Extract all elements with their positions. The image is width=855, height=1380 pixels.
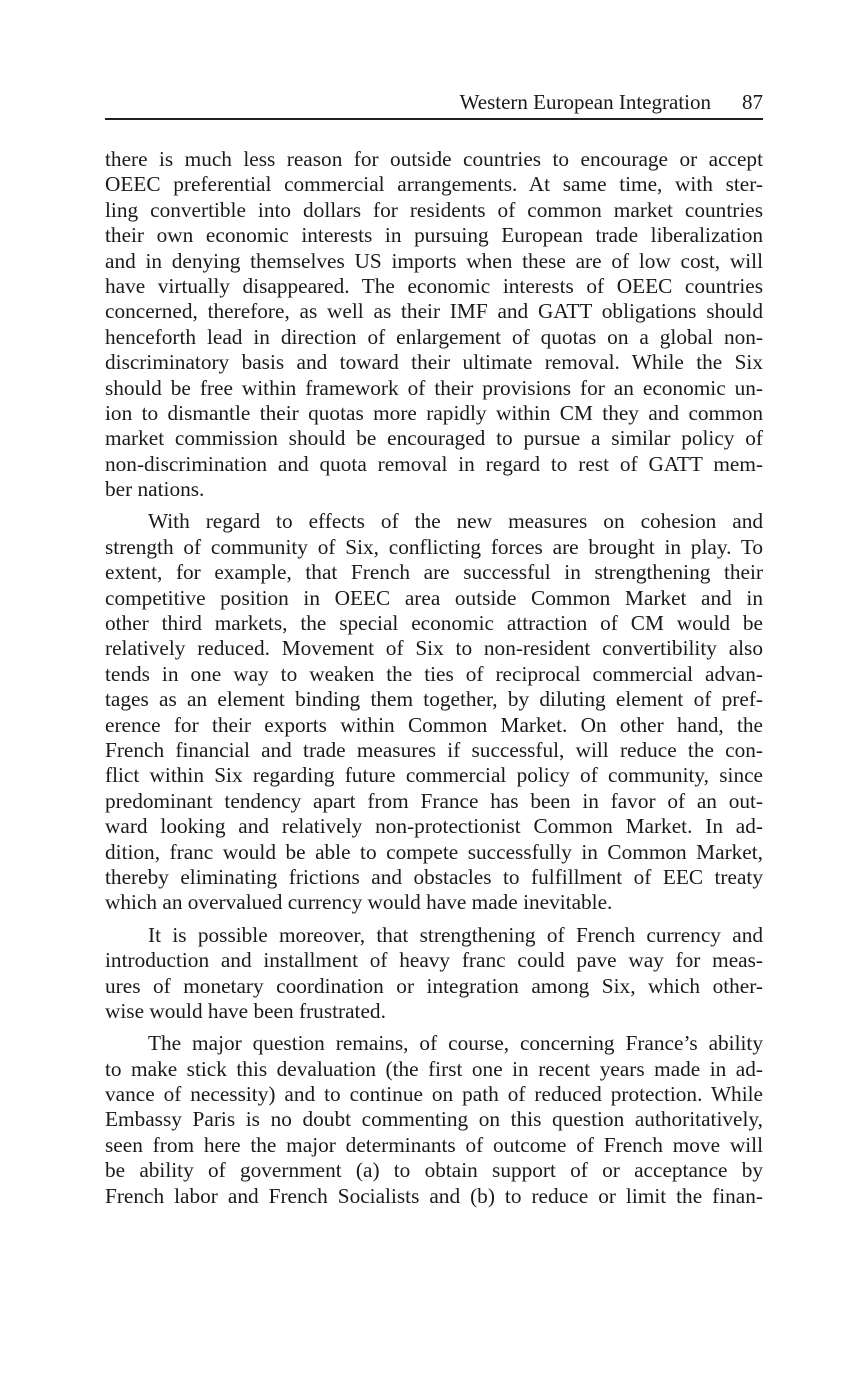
text-line: concerned, therefore, as well as their IMF and GATT obligations should [105, 299, 763, 324]
text-line: vance of necessity) and to continue on path of reduced protection. While [105, 1082, 763, 1107]
text-line: ward looking and relatively non-protectionist Common Market. In ad- [105, 814, 763, 839]
text-line: thereby eliminating frictions and obstacles to fulfillment of EEC treaty [105, 864, 763, 889]
running-title: Western European Integration [459, 90, 711, 114]
text-line: and in denying themselves US imports when these are of low cost, will [105, 248, 763, 273]
text-line: erence for their exports within Common Market. On other hand, the [105, 712, 763, 737]
text-line: should be free within framework of their provisions for an economic un- [105, 375, 763, 400]
paragraph [105, 509, 763, 915]
text-line: be ability of government (a) to obtain support of or acceptance by [105, 1158, 763, 1183]
text-line: extent, for example, that French are successful in strengthening their [105, 560, 763, 585]
text-line: other third markets, the special economic attraction of CM would be [105, 611, 763, 636]
paragraph [105, 923, 763, 1025]
text-line: relatively reduced. Movement of Six to non-resident convertibility also [105, 636, 763, 661]
text-line: market commission should be encouraged to pursue a similar policy of [105, 426, 763, 451]
page-number: 87 [742, 90, 763, 114]
text-line: wise would have been frustrated. [105, 998, 386, 1023]
text-line: have virtually disappeared. The economic interests of OEEC countries [105, 273, 763, 298]
text-line: ion to dismantle their quotas more rapidly within CM they and common [105, 400, 763, 425]
text-line: flict within Six regarding future commercial policy of community, since [105, 763, 763, 788]
text-line: there is much less reason for outside countries to encourage or accept [105, 147, 763, 171]
text-line: tends in one way to weaken the ties of reciprocal commercial advan- [105, 661, 763, 686]
text-line: ber nations. [105, 477, 205, 502]
text-line: henceforth lead in direction of enlargement of quotas on a global non- [105, 324, 763, 349]
body-text [105, 147, 763, 1216]
text-line: seen from here the major determinants of outcome of French move will [105, 1132, 763, 1157]
paragraph [105, 147, 763, 502]
text-line: dition, franc would be able to compete successfully in Common Market, [105, 839, 763, 864]
text-line: strength of community of Six, conflicting forces are brought in play. To [105, 534, 763, 559]
text-line: French financial and trade measures if successful, will reduce the con- [105, 737, 763, 762]
text-line: OEEC preferential commercial arrangements. At same time, with ster- [105, 172, 763, 197]
text-line: competitive position in OEEC area outside Common Market and in [105, 585, 763, 610]
text-line: ling convertible into dollars for residents of common market countries [105, 197, 763, 222]
text-line: their own economic interests in pursuing European trade liberalization [105, 223, 763, 248]
text-line: predominant tendency apart from France has been in favor of an out- [105, 788, 763, 813]
text-line: With regard to effects of the new measures on cohesion and [148, 509, 763, 534]
text-line: ures of monetary coordination or integration among Six, which other- [105, 973, 763, 998]
text-line: to make stick this devaluation (the first one in recent years made in ad- [105, 1056, 763, 1081]
running-header [105, 88, 763, 120]
text-line: tages as an element binding them together, by diluting element of pref- [105, 687, 763, 712]
text-line: French labor and French Socialists and (b) to reduce or limit the finan- [105, 1183, 763, 1208]
text-line: which an overvalued currency would have made inevitable. [105, 890, 613, 915]
text-line: Embassy Paris is no doubt commenting on this question authoritatively, [105, 1107, 763, 1132]
text-line: non-discrimination and quota removal in regard to rest of GATT mem- [105, 451, 763, 476]
text-line: introduction and installment of heavy franc could pave way for meas- [105, 948, 763, 973]
text-line: It is possible moreover, that strengthening of French currency and [148, 922, 763, 947]
text-line: The major question remains, of course, concerning France’s ability [148, 1031, 763, 1056]
paragraph [105, 1031, 763, 1209]
text-line: discriminatory basis and toward their ultimate removal. While the Six [105, 350, 763, 375]
